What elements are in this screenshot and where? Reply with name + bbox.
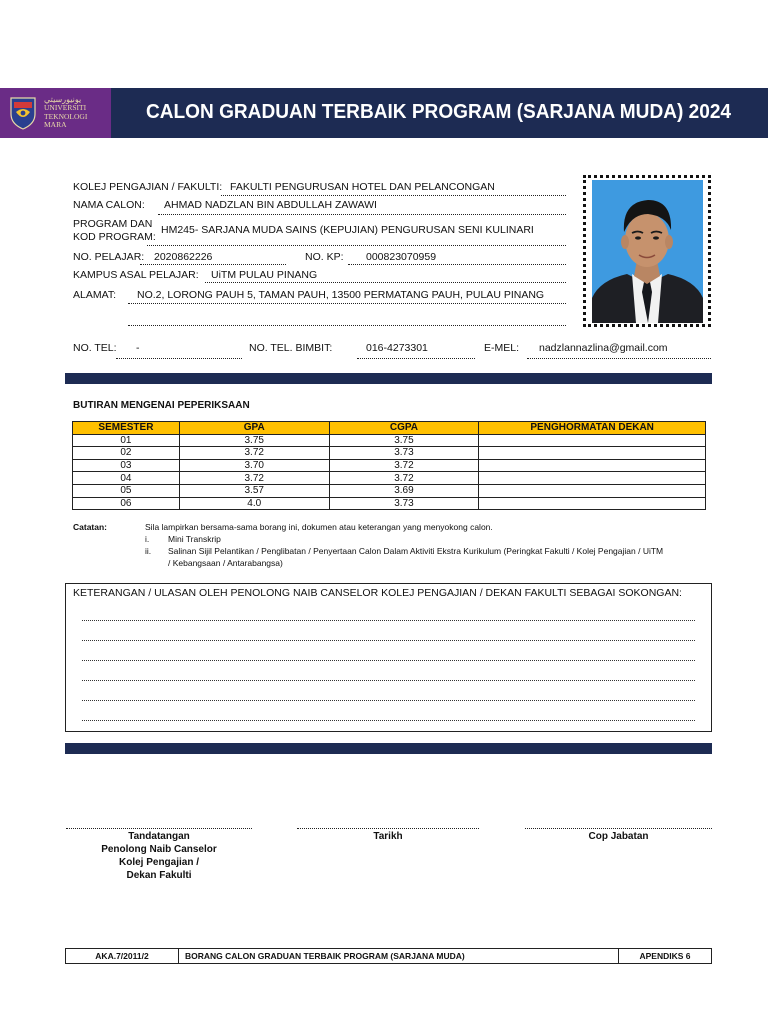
col-header-dean-honor: PENGHORMATAN DEKAN (479, 422, 706, 435)
comment-line[interactable] (82, 620, 695, 621)
dean-honor-cell (479, 434, 706, 447)
table-row (73, 459, 706, 472)
dean-honor-cell (479, 472, 706, 485)
semester-cell: 04 (73, 472, 180, 485)
signature-line[interactable] (66, 828, 252, 829)
university-crest-icon (8, 96, 38, 130)
table-row (73, 472, 706, 485)
semester-cell: 03 (73, 459, 180, 472)
kampus-value: UiTM PULAU PINANG (211, 269, 318, 281)
logo-line-1: UNIVERSITI (44, 103, 87, 113)
kolej-value: FAKULTI PENGURUSAN HOTEL DAN PELANCONGAN (230, 181, 495, 193)
footer-table (65, 948, 712, 964)
notes-label: Catatan: (73, 522, 108, 532)
semester-cell: 02 (73, 447, 180, 460)
section-divider (65, 743, 712, 754)
table-row (73, 484, 706, 497)
footer-form-code: AKA.7/2011/2 (66, 949, 179, 964)
col-header-semester: SEMESTER (73, 422, 180, 435)
pelajar-label: NO. PELAJAR: (73, 251, 145, 263)
kp-underline (348, 264, 566, 265)
candidate-photo (592, 180, 703, 323)
notes-item1: Mini Transkrip (168, 534, 221, 544)
gpa-cell: 3.72 (179, 472, 329, 485)
logo-line-2: TEKNOLOGI (44, 111, 88, 121)
cgpa-cell: 3.73 (329, 447, 479, 460)
kolej-label: KOLEJ PENGAJIAN / FAKULTI: (73, 181, 223, 193)
date-caption: Tarikh (373, 831, 403, 842)
dean-honor-cell (479, 459, 706, 472)
alamat-label: ALAMAT: (73, 289, 116, 301)
alamat-value: NO.2, LORONG PAUH 5, TAMAN PAUH, 13500 PERMATANG PAUH, PULAU PINANG (137, 289, 545, 301)
kampus-label: KAMPUS ASAL PELAJAR: (73, 269, 199, 281)
bimbit-value: 016-4273301 (366, 342, 428, 354)
notes-item2-line1: Salinan Sijil Pelantikan / Penglibatan / Penyertaan Calon Dalam Aktiviti Ekstra Kurikulum (Peringkat Fakulti / Kolej Pengajian / UiTM (168, 546, 664, 556)
dean-honor-cell (479, 484, 706, 497)
gpa-cell: 3.57 (179, 484, 329, 497)
signature-caption-line: Penolong Naib Canselor (101, 844, 217, 855)
notes-intro: Sila lampirkan bersama-sama borang ini, dokumen atau keterangan yang menyokong calon. (145, 522, 493, 532)
col-header-gpa: GPA (179, 422, 329, 435)
program-label-line2: KOD PROGRAM: (73, 231, 156, 243)
footer-appendix: APENDIKS 6 (619, 949, 712, 964)
semester-cell: 06 (73, 497, 180, 510)
cgpa-cell: 3.75 (329, 434, 479, 447)
comment-line[interactable] (82, 680, 695, 681)
gpa-cell: 3.75 (179, 434, 329, 447)
pelajar-value: 2020862226 (154, 251, 213, 263)
notes-item2-number: ii. (145, 546, 152, 556)
nama-underline (158, 214, 566, 215)
kampus-underline (205, 282, 566, 283)
gpa-cell: 3.70 (179, 459, 329, 472)
table-row (73, 447, 706, 460)
cgpa-cell: 3.73 (329, 497, 479, 510)
signature-caption-line: Dekan Fakulti (126, 870, 192, 881)
emel-label: E-MEL: (484, 342, 520, 354)
comment-box (65, 583, 712, 732)
alamat-underline-1 (128, 303, 566, 304)
notes-item1-number: i. (145, 534, 150, 544)
pelajar-underline (140, 264, 286, 265)
emel-value: nadzlannazlina@gmail.com (539, 342, 668, 354)
nama-value: AHMAD NADZLAN BIN ABDULLAH ZAWAWI (164, 199, 377, 211)
logo-script-text: ﯾﻮﻧﯿﻮﺭﺳﯿﺘﻲ (44, 95, 82, 104)
comment-line[interactable] (82, 640, 695, 641)
signature-caption-line: Kolej Pengajian / (118, 857, 200, 868)
tel-label: NO. TEL: (73, 342, 117, 354)
semester-cell: 05 (73, 484, 180, 497)
kp-value: 000823070959 (366, 251, 437, 263)
cgpa-cell: 3.72 (329, 472, 479, 485)
exam-results-table (72, 421, 706, 510)
logo-line-3: MARA (44, 120, 67, 130)
comment-line[interactable] (82, 660, 695, 661)
cgpa-cell: 3.72 (329, 459, 479, 472)
signature-caption-line: Tandatangan (128, 831, 190, 842)
section-divider (65, 373, 712, 384)
bimbit-underline (357, 358, 475, 359)
dean-honor-cell (479, 447, 706, 460)
tel-underline (116, 358, 242, 359)
bimbit-label: NO. TEL. BIMBIT: (249, 342, 333, 354)
comment-line[interactable] (82, 720, 695, 721)
table-row (73, 434, 706, 447)
program-label-line1: PROGRAM DAN (73, 218, 153, 230)
tel-value: - (136, 342, 140, 354)
comment-line[interactable] (82, 700, 695, 701)
alamat-underline-2 (128, 325, 566, 326)
comment-title: KETERANGAN / ULASAN OLEH PENOLONG NAIB CANSELOR KOLEJ PENGAJIAN / DEKAN FAKULTI SEBAGAI SOKONGAN: (73, 587, 682, 599)
table-header-row (73, 422, 706, 435)
semester-cell: 01 (73, 434, 180, 447)
candidate-portrait-image (592, 180, 703, 323)
col-header-cgpa: CGPA (329, 422, 479, 435)
footer-form-title: BORANG CALON GRADUAN TERBAIK PROGRAM (SARJANA MUDA) (179, 949, 619, 964)
dean-honor-cell (479, 497, 706, 510)
stamp-line[interactable] (525, 828, 712, 829)
kp-label: NO. KP: (305, 251, 344, 263)
exam-section-title: BUTIRAN MENGENAI PEPERIKSAAN (73, 400, 250, 411)
gpa-cell: 3.72 (179, 447, 329, 460)
gpa-cell: 4.0 (179, 497, 329, 510)
stamp-caption: Cop Jabatan (588, 831, 649, 842)
notes-item2-line2: / Kebangsaan / Antarabangsa) (168, 558, 283, 568)
program-value: HM245- SARJANA MUDA SAINS (KEPUJIAN) PENGURUSAN SENI KULINARI (161, 224, 534, 236)
table-row (73, 497, 706, 510)
date-line[interactable] (297, 828, 479, 829)
logo-wordmark (44, 96, 108, 130)
kolej-underline (221, 195, 566, 196)
program-underline (147, 245, 566, 246)
page-title: CALON GRADUAN TERBAIK PROGRAM (SARJANA MUDA) 2024 (146, 100, 732, 123)
cgpa-cell: 3.69 (329, 484, 479, 497)
emel-underline (527, 358, 711, 359)
nama-label: NAMA CALON: (73, 199, 145, 211)
signature-caption (66, 830, 252, 882)
